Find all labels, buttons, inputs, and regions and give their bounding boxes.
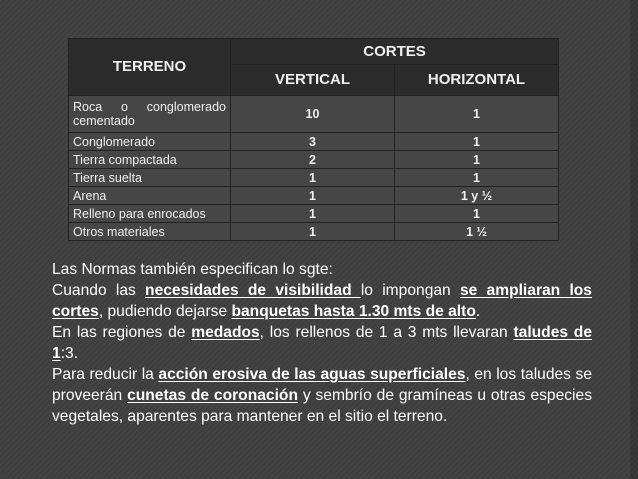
cell-terreno: Roca o conglomerado cementado <box>69 96 231 133</box>
emphasis-visibilidad: necesidades de visibilidad <box>145 282 361 299</box>
emphasis-ampliaran: se ampliaran los cortes <box>52 282 592 320</box>
table-row <box>69 151 559 169</box>
text-run: y sembrío de gramíneas u otras especies vegetales, aparentes para mantener en el sitio el terreno. <box>52 387 592 425</box>
cell-horizontal: 1 <box>395 151 559 169</box>
emphasis-cunetas: cunetas de coronación <box>127 387 298 404</box>
cell-horizontal: 1 <box>395 205 559 223</box>
body-text <box>52 259 592 427</box>
cell-terreno: Arena <box>69 187 231 205</box>
intro-line <box>52 259 592 280</box>
header-terreno: TERRENO <box>69 39 231 96</box>
table-row <box>69 223 559 241</box>
text-run: lo impongan <box>360 282 460 299</box>
emphasis-erosiva: acción erosiva de las aguas superficiales <box>158 366 466 383</box>
table-row <box>69 133 559 151</box>
cell-vertical: 1 <box>231 169 395 187</box>
cell-horizontal: 1 y ½ <box>395 187 559 205</box>
header-cortes: CORTES <box>231 39 559 65</box>
cell-horizontal: 1 <box>395 133 559 151</box>
header-horizontal: HORIZONTAL <box>395 65 559 96</box>
text-run: , los rellenos de 1 a 3 mts llevaran <box>259 324 514 341</box>
cell-terreno: Tierra compactada <box>69 151 231 169</box>
cell-terreno: Tierra suelta <box>69 169 231 187</box>
paragraph-erosion <box>52 364 592 427</box>
intro-text: Las Normas también especifican lo sgte: <box>52 261 333 278</box>
cell-vertical: 1 <box>231 187 395 205</box>
emphasis-taludes: taludes de 1 <box>52 324 593 362</box>
paragraph-medados <box>52 322 592 364</box>
text-run: :3. <box>60 345 79 362</box>
cell-terreno: Otros materiales <box>69 223 231 241</box>
cell-vertical: 2 <box>231 151 395 169</box>
text-run: En las regiones de <box>52 324 192 341</box>
text-run: . <box>475 303 481 320</box>
cell-horizontal: 1 <box>395 169 559 187</box>
emphasis-medados: medados <box>191 324 260 341</box>
cell-terreno: Conglomerado <box>69 133 231 151</box>
table-row <box>69 96 559 133</box>
cell-vertical: 1 <box>231 223 395 241</box>
cell-terreno: Relleno para enrocados <box>69 205 231 223</box>
emphasis-banquetas: banquetas hasta 1.30 mts de alto <box>231 303 476 320</box>
cortes-table <box>68 38 559 241</box>
text-run: Cuando las <box>52 282 146 299</box>
text-run: , en los taludes se proveerán <box>52 366 592 404</box>
table-row <box>69 205 559 223</box>
text-run: Para reducir la <box>52 366 159 383</box>
header-vertical: VERTICAL <box>231 65 395 96</box>
cell-vertical: 1 <box>231 205 395 223</box>
text-run: , pudiendo dejarse <box>98 303 232 320</box>
cell-horizontal: 1 ½ <box>395 223 559 241</box>
paragraph-visibilidad <box>52 280 592 322</box>
cell-horizontal: 1 <box>395 96 559 133</box>
cell-vertical: 10 <box>231 96 395 133</box>
table-row <box>69 187 559 205</box>
table-row <box>69 169 559 187</box>
cell-vertical: 3 <box>231 133 395 151</box>
slide-edge-shadow <box>630 0 638 479</box>
